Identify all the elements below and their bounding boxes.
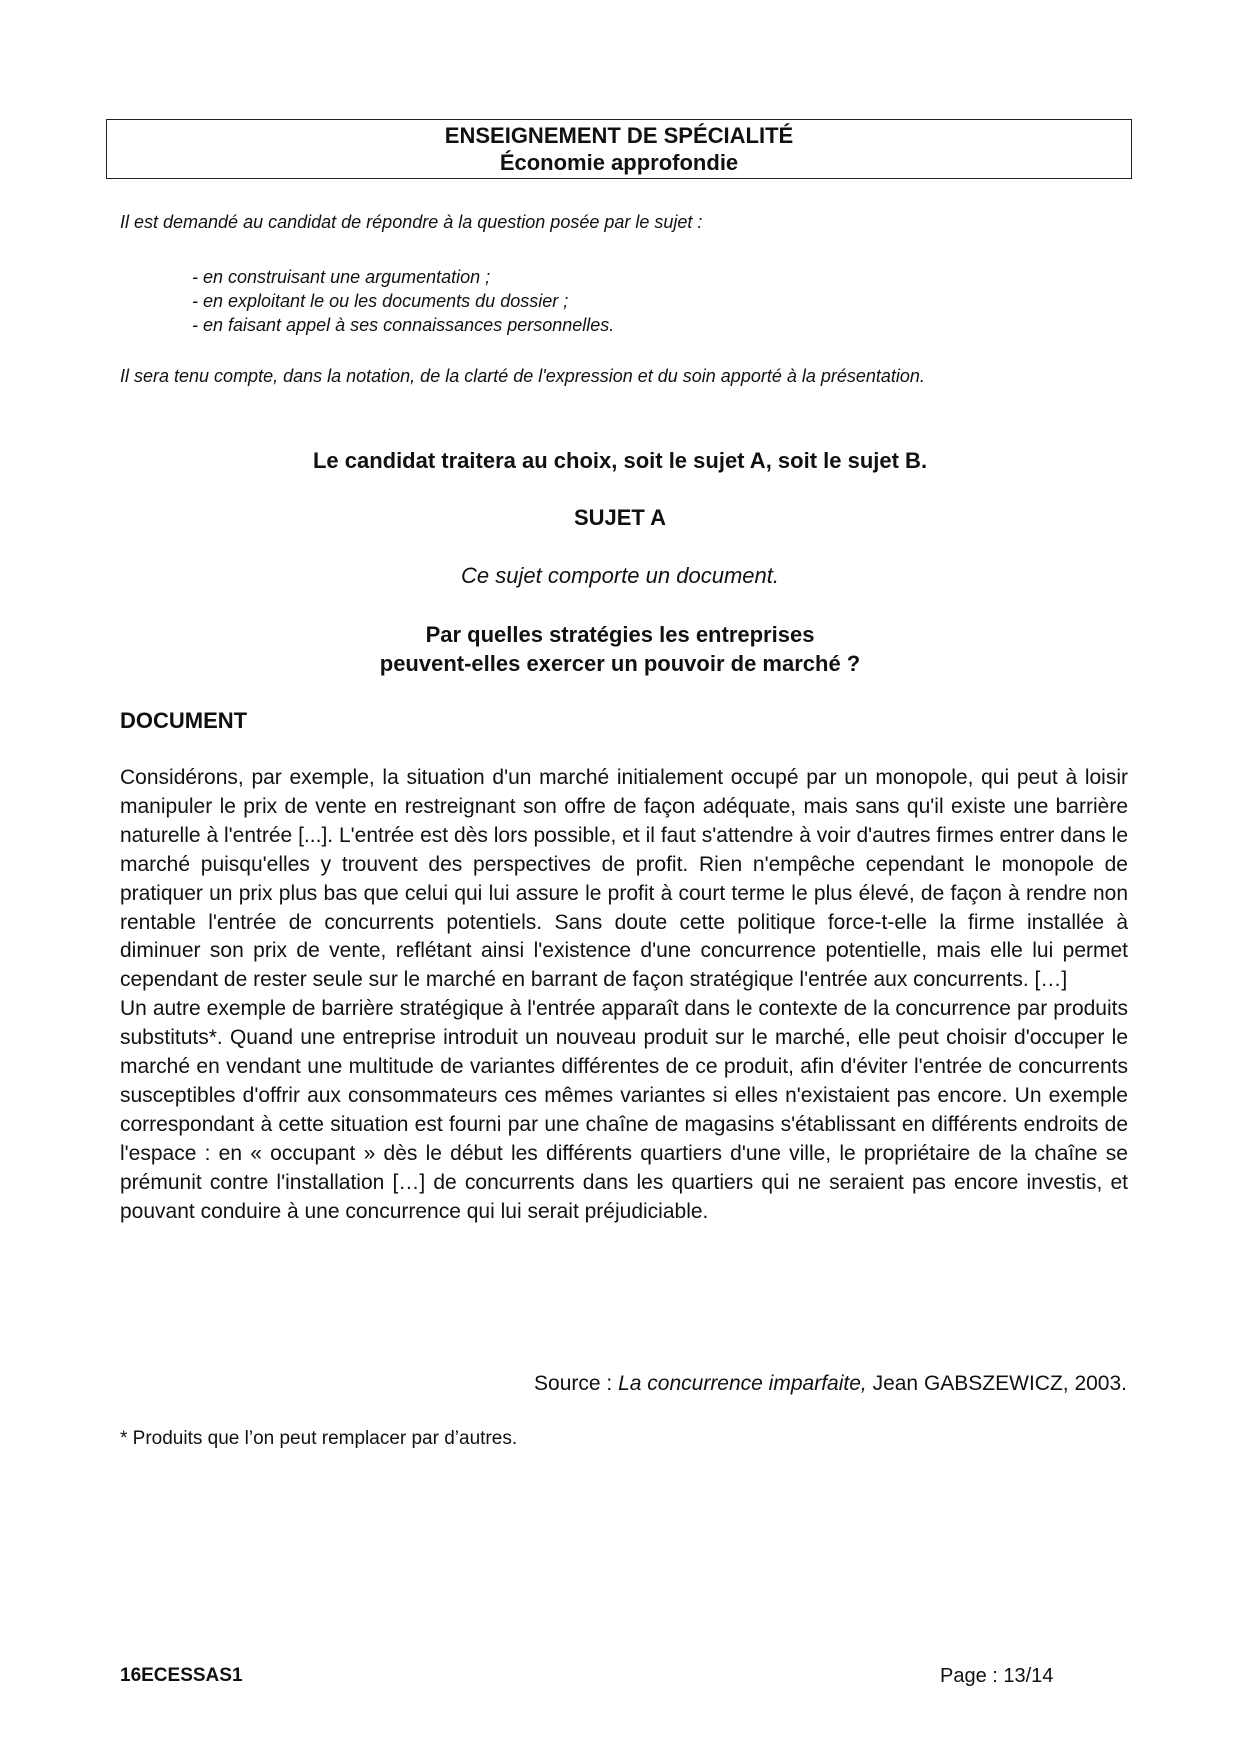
instructions-list — [192, 265, 614, 337]
choice-statement: Le candidat traitera au choix, soit le sujet A, soit le sujet B. — [312, 448, 928, 473]
source-prefix: Source : — [534, 1372, 619, 1395]
document-heading: DOCUMENT — [120, 708, 248, 733]
footer-page-number: Page : 13/14 — [940, 1665, 1054, 1687]
header-box — [106, 119, 1132, 179]
header-subtitle: Économie approfondie — [499, 150, 739, 175]
header-title: ENSEIGNEMENT DE SPÉCIALITÉ — [444, 123, 794, 148]
source-title: La concurrence imparfaite, — [618, 1372, 867, 1395]
instructions-note: Il sera tenu compte, dans la notation, de la clarté de l'expression et du soin apporté à la présentation. — [120, 366, 925, 386]
subject-subtitle: Ce sujet comporte un document. — [461, 563, 779, 588]
document-body — [120, 764, 1128, 1227]
document-source — [534, 1372, 1127, 1396]
document-paragraph-1: Considérons, par exemple, la situation d'un marché initialement occupé par un monopole, qui peut à loisir manipuler le prix de vente en restreignant son offre de façon adéquate, mais sans qu'il existe une barrière naturelle à l'entrée [...]. L'entrée est dès lors possible, et il faut s'attendre à voir d'autres firmes entrer dans le marché puisqu'elles y trouvent des perspectives de profit. Rien n'empêche cependant le monopole de pratiquer un prix plus bas que celui qui lui assure le profit à court terme le plus élevé, de façon à rendre non rentable l'entrée de concurrents potentiels. Sans doute cette politique force-t-elle la firme installée à diminuer son prix de vente, reflétant ainsi l'existence d'une concurrence potentielle, mais elle lui permet cependant de rester seule sur le marché en barrant de façon stratégique l'entrée aux concurrents. […] — [120, 766, 1128, 992]
subject-question — [0, 620, 1240, 678]
instruction-item: - en faisant appel à ses connaissances personnelles. — [192, 315, 615, 335]
source-author: Jean GABSZEWICZ, 2003. — [866, 1372, 1127, 1395]
footer-code: 16ECESSAS1 — [120, 1665, 243, 1686]
question-line-2: peuvent-elles exercer un pouvoir de marché ? — [379, 651, 861, 676]
instruction-item: - en exploitant le ou les documents du dossier ; — [192, 291, 569, 311]
instruction-item: - en construisant une argumentation ; — [192, 267, 491, 287]
question-line-1: Par quelles stratégies les entreprises — [425, 622, 815, 647]
instructions-intro: Il est demandé au candidat de répondre à la question posée par le sujet : — [120, 212, 703, 232]
subject-title: SUJET A — [573, 505, 667, 530]
footnote: * Produits que l’on peut remplacer par d’autres. — [120, 1428, 518, 1449]
document-paragraph-2: Un autre exemple de barrière stratégique à l'entrée apparaît dans le contexte de la concurrence par produits substituts*. Quand une entreprise introduit un nouveau produit sur le marché, elle peut choisir d'occuper le marché en vendant une multitude de variantes différentes de ce produit, afin d'éviter l'entrée de concurrents susceptibles d'offrir aux consommateurs ces mêmes variantes si elles n'existaient pas encore. Un exemple correspondant à cette situation est fourni par une chaîne de magasins s'établissant en différents endroits de l'espace : en « occupant » dès le début les différents quartiers d'une ville, le propriétaire de la chaîne se prémunit contre l'installation […] de concurrents dans les quartiers qui ne seraient pas encore investis, et pouvant conduire à une concurrence qui lui serait préjudiciable. — [120, 997, 1128, 1223]
